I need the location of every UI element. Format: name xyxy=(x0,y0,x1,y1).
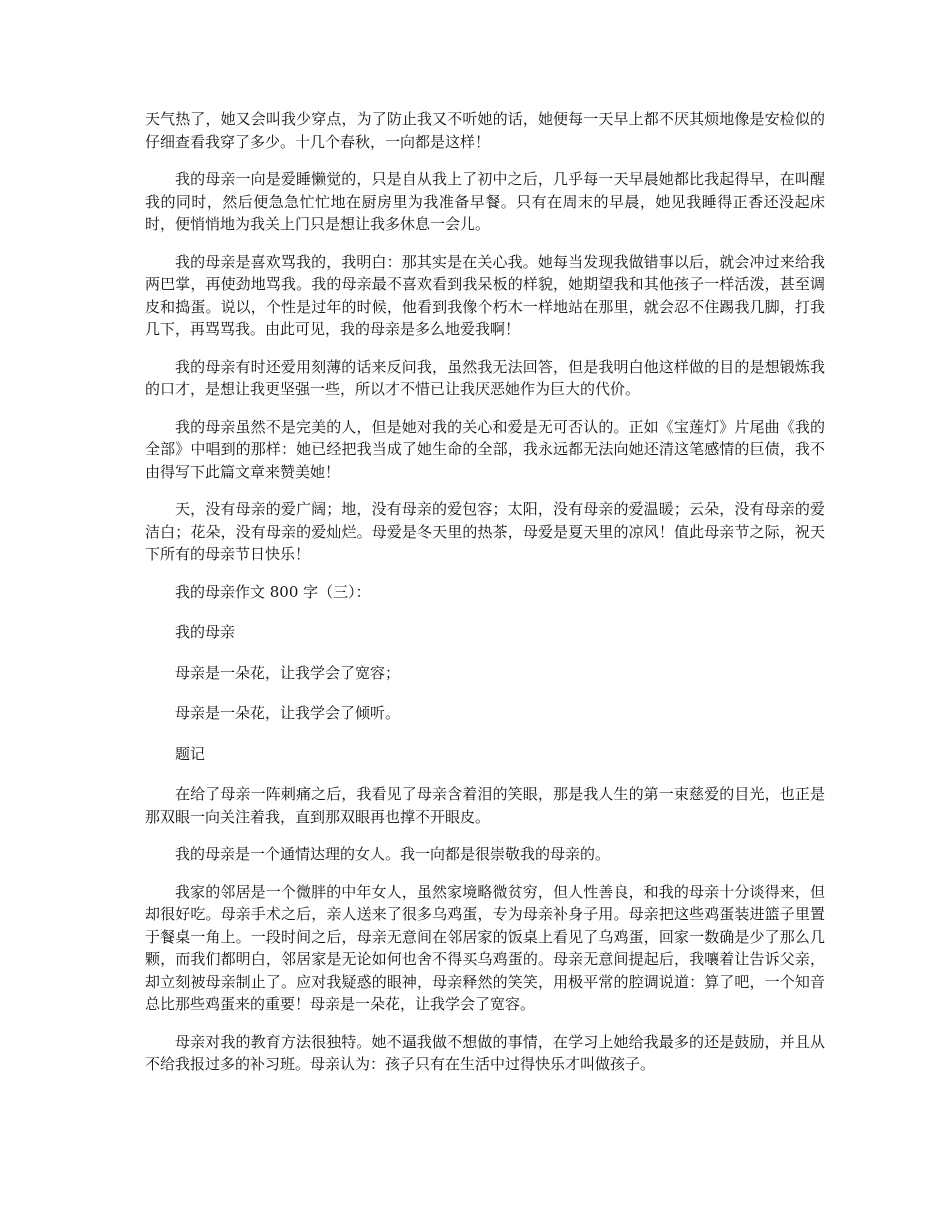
paragraph: 天气热了，她又会叫我少穿点，为了防止我又不听她的话，她便每一天早上都不厌其烦地像是安检似的仔细查看我穿了多少。十几个春秋，一向都是这样！ xyxy=(145,110,825,151)
section-heading: 我的母亲作文 800 字（三）： xyxy=(175,582,371,601)
paragraph: 母亲对我的教育方法很独特。她不逼我做不想做的事情，在学习上她给我最多的还是鼓励，并且从不给我报过多的补习班。母亲认为：孩子只有在生活中过得快乐才叫做孩子。 xyxy=(145,1032,825,1073)
paragraph: 我家的邻居是一个微胖的中年女人，虽然家境略微贫穷，但人性善良，和我的母亲十分谈得来，但却很好吃。母亲手术之后，亲人送来了很多乌鸡蛋，专为母亲补身子用。母亲把这些鸡蛋装进篮子里置于餐桌一角上。一段时间之后，母亲无意间在邻居家的饭桌上看见了乌鸡蛋，回家一数确是少了那么几颗，而我们都明白，邻居家是无论如何也舍不得买乌鸡蛋的。母亲无意间提起后，我嚷着让告诉父亲，却立刻被母亲制止了。应对我疑惑的眼神，母亲释然的笑笑，用极平常的腔调说道：算了吧，一个知音总比那些鸡蛋来的重要！母亲是一朵花，让我学会了宽容。 xyxy=(145,882,825,1013)
epigraph-label: 题记 xyxy=(175,744,206,763)
epigraph-line: 母亲是一朵花，让我学会了倾听。 xyxy=(175,704,401,722)
paragraph: 我的母亲有时还爱用刻薄的话来反问我，虽然我无法回答，但是我明白他这样做的目的是想锻炼我的口才，是想让我更坚强一些，所以才不惜已让我厌恶她作为巨大的代价。 xyxy=(145,357,825,398)
paragraph: 天，没有母亲的爱广阔；地，没有母亲的爱包容；太阳，没有母亲的爱温暖；云朵，没有母亲的爱洁白；花朵，没有母亲的爱灿烂。母爱是冬天里的热茶，母爱是夏天里的凉风！值此母亲节之际，祝天下所有的母亲节日快乐！ xyxy=(145,500,825,563)
paragraph: 我的母亲虽然不是完美的人，但是她对我的关心和爱是无可否认的。正如《宝莲灯》片尾曲《我的全部》中唱到的那样：她已经把我当成了她生命的全部，我永远都无法向她还清这笔感情的巨债，我不由得写下此篇文章来赞美她！ xyxy=(145,417,825,481)
paragraph: 我的母亲是一个通情达理的女人。我一向都是很崇敬我的母亲的。 xyxy=(175,845,611,863)
document-body xyxy=(145,108,825,1091)
paragraph: 我的母亲一向是爱睡懒觉的，只是自从我上了初中之后，几乎每一天早晨她都比我起得早，在叫醒我的同时，然后便急急忙忙地在厨房里为我准备早餐。只有在周末的早晨，她见我睡得正香还没起床时，便悄悄地为我关上门只是想让我多休息一会儿。 xyxy=(145,170,825,233)
epigraph-line: 母亲是一朵花，让我学会了宽容； xyxy=(175,663,401,682)
paragraph: 我的母亲是喜欢骂我的，我明白：那其实是在关心我。她每当发现我做错事以后，就会冲过来给我两巴掌，再使劲地骂我。我的母亲最不喜欢看到我呆板的样貌，她期望我和其他孩子一样活泼，甚至调皮和捣蛋。说以，个性是过年的时候，他看到我像个朽木一样地站在那里，就会忍不住踢我几脚，打我几下，再骂骂我。由此可见，我的母亲是多么地爱我啊！ xyxy=(145,252,825,338)
essay-title: 我的母亲 xyxy=(175,623,236,641)
paragraph: 在给了母亲一阵刺痛之后，我看见了母亲含着泪的笑眼，那是我人生的第一束慈爱的目光，也正是那双眼一向关注着我，直到那双眼再也撑不开眼皮。 xyxy=(145,785,825,826)
